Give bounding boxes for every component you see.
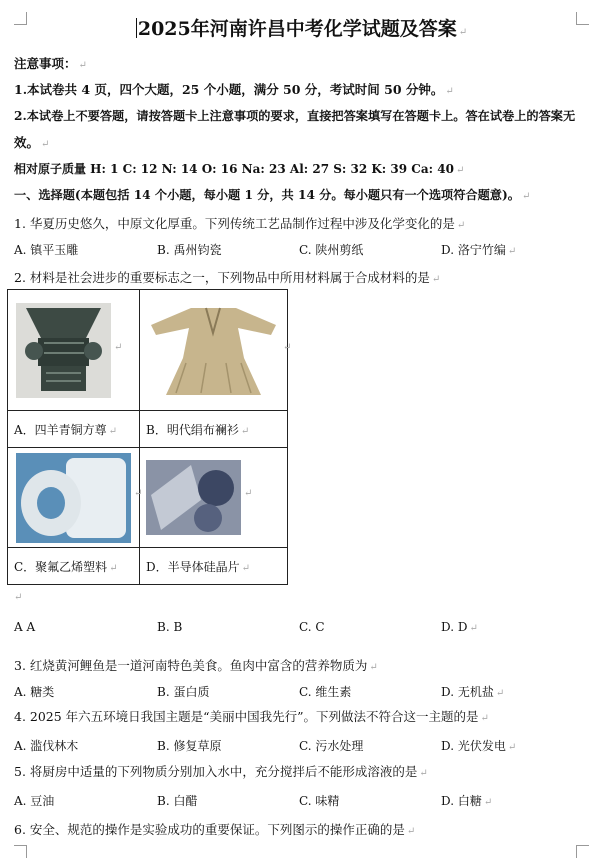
q2-image-table (7, 289, 292, 585)
question-1-stem: 1. 华夏历史悠久，中原文化厚重。下列传统工艺品制作过程中涉及化学变化的是 ↵ (14, 216, 466, 231)
note-2-cont: 效。 ↵ (14, 135, 50, 150)
q3-option-c: C. 维生素 (299, 685, 352, 699)
q4-option-d: D. 光伏发电 ↵ (441, 739, 517, 753)
q3-option-d: D. 无机盐 ↵ (441, 685, 505, 699)
page-corner-mark (14, 845, 27, 858)
q2-caption-c: C．聚氟乙烯塑料 ↵ (14, 560, 118, 574)
empty-paragraph: ↵ (14, 592, 23, 603)
q1-option-b: B. 禹州钧瓷 (157, 243, 222, 257)
q2-caption-b: B．明代绢布襕衫 ↵ (146, 423, 250, 437)
q3-option-a: A. 糖类 (14, 685, 55, 699)
section-1-heading: 一、选择题(本题包括 14 个小题，每小题 1 分，共 14 分。每小题只有一个选项符合题意)。 ↵ (14, 188, 531, 202)
q1-option-d: D. 洛宁竹编 ↵ (441, 243, 517, 257)
q2-option-c: C. C (299, 620, 325, 634)
cell-mark: ↵ (114, 342, 123, 353)
question-2-stem: 2. 材料是社会进步的重要标志之一，下列物品中所用材料属于合成材料的是 ↵ (14, 270, 441, 285)
q5-option-c: C. 味精 (299, 794, 340, 808)
q5-option-a: A. 豆油 (14, 794, 55, 808)
q2-option-a: A A (14, 620, 36, 634)
atomic-masses: 相对原子质量 H: 1 C: 12 N: 14 O: 16 Na: 23 Al: 27 S: 32 K: 39 Ca: 40 ↵ (14, 162, 465, 176)
page-corner-mark (576, 845, 589, 858)
q2-option-b: B. B (157, 620, 183, 634)
q4-option-b: B. 修复草原 (157, 739, 222, 753)
cell-mark: ↵ (283, 342, 292, 353)
document-title: 2025年河南许昌中考化学试题及答案 ↵ (137, 18, 468, 40)
q5-option-b: B. 白醋 (157, 794, 198, 808)
ptfe-plastic-image (16, 453, 131, 543)
notes-heading: 注意事项： ↵ (14, 56, 87, 71)
bronze-zun-image (16, 303, 111, 398)
q4-option-c: C. 污水处理 (299, 739, 364, 753)
text-cursor (136, 18, 137, 38)
q2-option-d: D. D ↵ (441, 620, 478, 634)
ming-robe-image (146, 303, 281, 398)
cell-mark: ↵ (134, 488, 143, 499)
q1-option-a: A. 镇平玉雕 (14, 243, 79, 257)
note-1: 1.本试卷共 4 页，四个大题，25 个小题，满分 50 分，考试时间 50 分钟。 ↵ (14, 82, 454, 97)
cell-mark: ↵ (244, 488, 253, 499)
q4-option-a: A. 滥伐林木 (14, 739, 79, 753)
q2-caption-d: D．半导体硅晶片 ↵ (146, 560, 251, 574)
question-3-stem: 3. 红烧黄河鲤鱼是一道河南特色美食。鱼肉中富含的营养物质为 ↵ (14, 658, 378, 673)
q1-option-c: C. 陕州剪纸 (299, 243, 364, 257)
q2-caption-a: A．四羊青铜方尊 ↵ (14, 423, 118, 437)
q5-option-d: D. 白糖 ↵ (441, 794, 493, 808)
question-6-stem: 6. 安全、规范的操作是实验成功的重要保证。下列图示的操作正确的是 ↵ (14, 822, 416, 837)
q3-option-b: B. 蛋白质 (157, 685, 210, 699)
note-2: 2.本试卷上不要答题，请按答题卡上注意事项的要求，直接把答案填写在答题卡上。答在试卷上的答案无 (14, 109, 576, 123)
question-5-stem: 5. 将厨房中适量的下列物质分别加入水中，充分搅拌后不能形成溶液的是 ↵ (14, 764, 428, 779)
silicon-wafer-image (146, 460, 241, 535)
question-4-stem: 4. 2025 年六五环境日我国主题是“美丽中国我先行”。下列做法不符合这一主题的是 ↵ (14, 709, 489, 724)
